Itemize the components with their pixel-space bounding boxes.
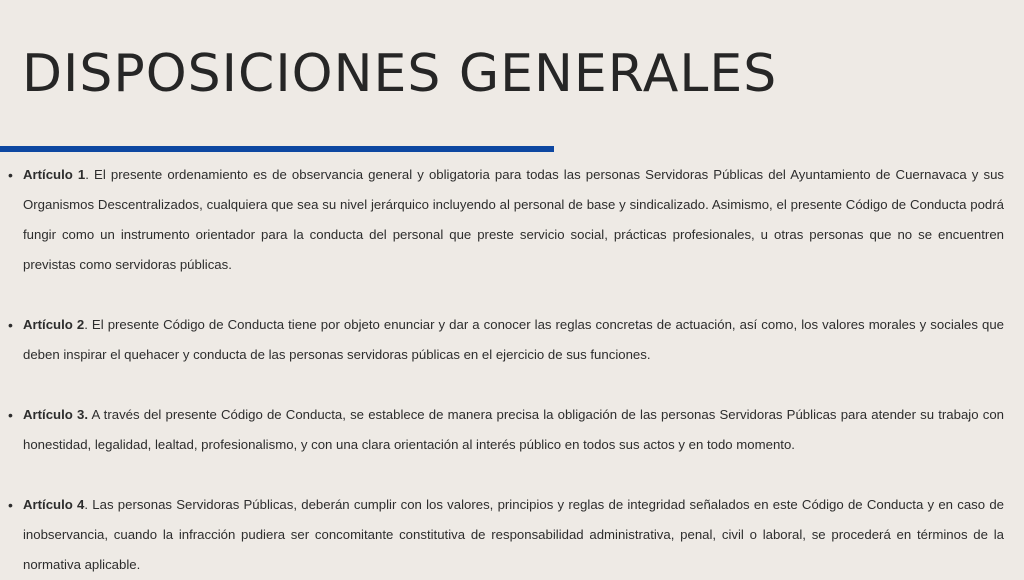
bullet-icon: • bbox=[8, 317, 13, 333]
bullet-icon: • bbox=[8, 407, 13, 423]
page-title: DISPOSICIONES GENERALES bbox=[22, 44, 778, 104]
article-2 bbox=[8, 310, 1004, 370]
articles-list bbox=[8, 160, 1004, 580]
article-3 bbox=[8, 400, 1004, 460]
title-underline-rule bbox=[0, 146, 554, 152]
article-1-label: Artículo 1 bbox=[23, 167, 86, 182]
bullet-icon: • bbox=[8, 167, 13, 183]
article-1-text: . El presente ordenamiento es de observancia general y obligatoria para todas las personas Servidoras Públicas del Ayuntamiento de Cuernavaca y sus Organismos Descentralizados, cualquiera que sea su nivel jerárquico incluyendo al personal de base y sindicalizado. Asimismo, el presente Código de Conducta podrá fungir como un instrumento orientador para la conducta del personal que preste servicio social, prácticas profesionales, u otras personas que no se encuentren previstas como servidoras públicas. bbox=[23, 167, 1004, 272]
article-2-text: . El presente Código de Conducta tiene por objeto enunciar y dar a conocer las reglas concretas de actuación, así como, los valores morales y sociales que deben inspirar el quehacer y conducta de las personas servidoras públicas en el ejercicio de sus funciones. bbox=[23, 317, 1004, 362]
article-1 bbox=[8, 160, 1004, 280]
article-3-text: A través del presente Código de Conducta, se establece de manera precisa la obligación de las personas Servidoras Públicas para atender su trabajo con honestidad, legalidad, lealtad, profesionalismo, y con una clara orientación al interés público en todos sus actos y en todo momento. bbox=[23, 407, 1005, 452]
article-4-label: Artículo 4 bbox=[23, 497, 85, 512]
article-4 bbox=[8, 490, 1004, 580]
bullet-icon: • bbox=[8, 497, 13, 513]
article-4-text: . Las personas Servidoras Públicas, deberán cumplir con los valores, principios y reglas de integridad señalados en este Código de Conducta y en caso de inobservancia, cuando la infracción pudiera ser concomitante constitutiva de responsabilidad administrativa, penal, civil o laboral, se procederá en términos de la normativa aplicable. bbox=[23, 497, 1004, 572]
article-3-label: Artículo 3. bbox=[23, 407, 88, 422]
article-2-label: Artículo 2 bbox=[23, 317, 85, 332]
